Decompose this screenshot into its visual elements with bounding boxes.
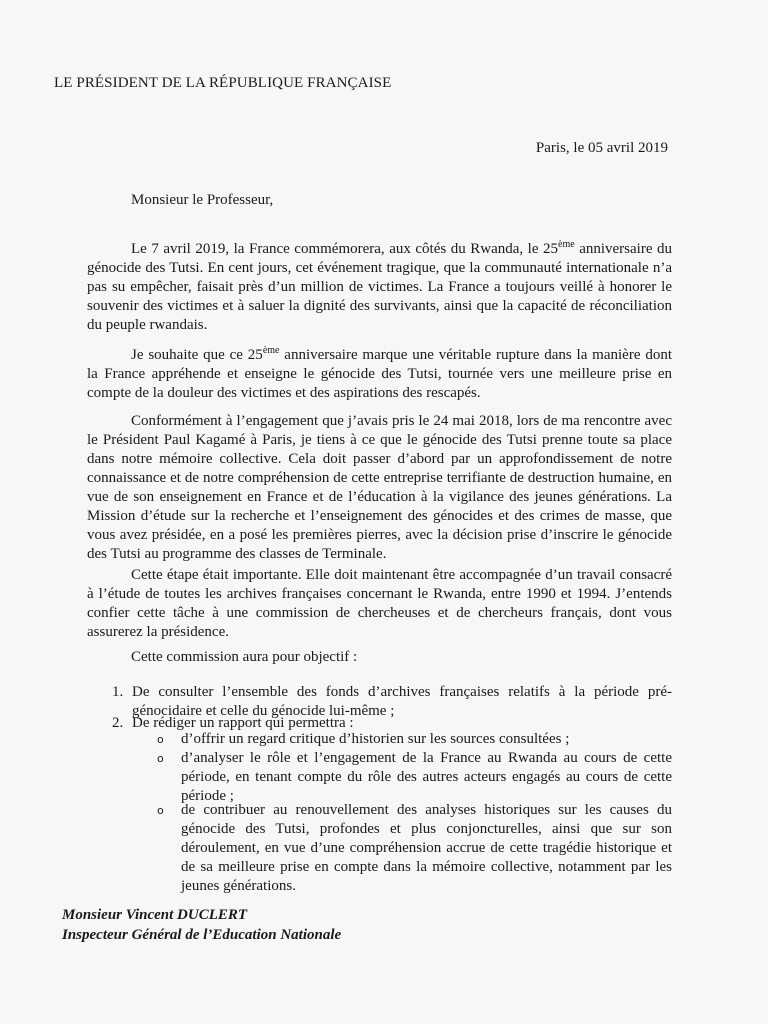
- recipient-name: Monsieur Vincent DUCLERT: [62, 907, 248, 923]
- letter-date: Paris, le 05 avril 2019: [535, 140, 668, 156]
- paragraph-2: [87, 346, 672, 403]
- paragraph-1-text-start: Le 7 avril 2019, la France commémorera, aux côtés du Rwanda, le 25: [131, 241, 559, 257]
- paragraph-2-text-start: Je souhaite que ce 25: [131, 347, 263, 363]
- bullet-circle-icon: o: [157, 804, 164, 817]
- bullet-circle-icon: o: [157, 752, 164, 765]
- bullet-item-2: [157, 749, 672, 806]
- bullet-circle-icon: o: [157, 733, 164, 746]
- recipient-block: [62, 905, 341, 945]
- bullet-item-3: [157, 801, 672, 896]
- item-number: 2.: [112, 715, 124, 731]
- salutation: Monsieur le Professeur,: [131, 192, 274, 208]
- ordinal-suffix: ème: [558, 239, 575, 250]
- bullet-text: d’analyser le rôle et l’engagement de la France au Rwanda au cours de cette période, en tenant compte du rôle des autres acteurs engagés au cours de cette période ;: [181, 750, 672, 804]
- recipient-title: Inspecteur Général de l’Education Nationale: [62, 927, 342, 943]
- item-number: 1.: [112, 684, 124, 700]
- item-text: De consulter l’ensemble des fonds d’archives françaises relatifs à la période pré-génocidaire et celle du génocide lui-même ;: [132, 684, 672, 719]
- bullet-item-1: [157, 730, 672, 749]
- ordinal-suffix: ème: [262, 345, 280, 356]
- letterhead: LE PRÉSIDENT DE LA RÉPUBLIQUE FRANÇAISE: [54, 75, 392, 91]
- bullet-text: de contribuer au renouvellement des analyses historiques sur les causes du génocide des Tutsi, profondes et plus conjoncturelles, ainsi que sur son déroulement, en vue d’une compréhension accrue de cette tragédie historique et de sa meilleure prise en compte dans la mémoire collective, notamment par les jeunes générations.: [181, 802, 672, 894]
- paragraph-1: [87, 240, 672, 335]
- paragraph-4: Cette étape était importante. Elle doit maintenant être accompagnée d’un travail consacré à l’étude de toutes les archives françaises concernant le Rwanda, entre 1990 et 1994. J’entends confier cette tâche à une commission de chercheuses et de chercheurs français, dont vous assurerez la présidence.: [87, 567, 672, 640]
- paragraph-1-text-end: anniversaire du génocide des Tutsi. En cent jours, cet événement tragique, que la communauté internationale n’a pas su empêcher, faisait près d’un million de victimes. La France a toujours veillé à honorer le souvenir des victimes et à saluer la dignité des survivants, ainsi que la capacité de réconciliation du peuple rwandais.: [87, 241, 673, 333]
- paragraph-2-text-end: anniversaire marque une véritable rupture dans la manière dont la France appréhende et enseigne le génocide des Tutsi, tournée vers une meilleure prise en compte de la douleur des victimes et des aspirations des rescapés.: [87, 347, 672, 401]
- bullet-text: d’offrir un regard critique d’historien sur les sources consultées ;: [181, 731, 570, 747]
- paragraph-3: Conformément à l’engagement que j’avais pris le 24 mai 2018, lors de ma rencontre avec le Président Paul Kagamé à Paris, je tiens à ce que le génocide des Tutsi prenne toute sa place dans notre mémoire collective. Cela doit passer d’abord par un approfondissement de notre connaissance et de notre compréhension de cette entreprise terrifiante de destruction humaine, en vue de son enseignement en France et de l’éducation à la vigilance des jeunes générations. La Mission d’étude sur la recherche et l’enseignement des génocides et des crimes de masse, que vous avez présidée, en a posé les premières pierres, avec la décision prise d’inscrire le génocide des Tutsi au programme des classes de Terminale.: [87, 413, 672, 562]
- objective-intro: Cette commission aura pour objectif :: [131, 649, 358, 665]
- item-text: De rédiger un rapport qui permettra :: [132, 715, 354, 731]
